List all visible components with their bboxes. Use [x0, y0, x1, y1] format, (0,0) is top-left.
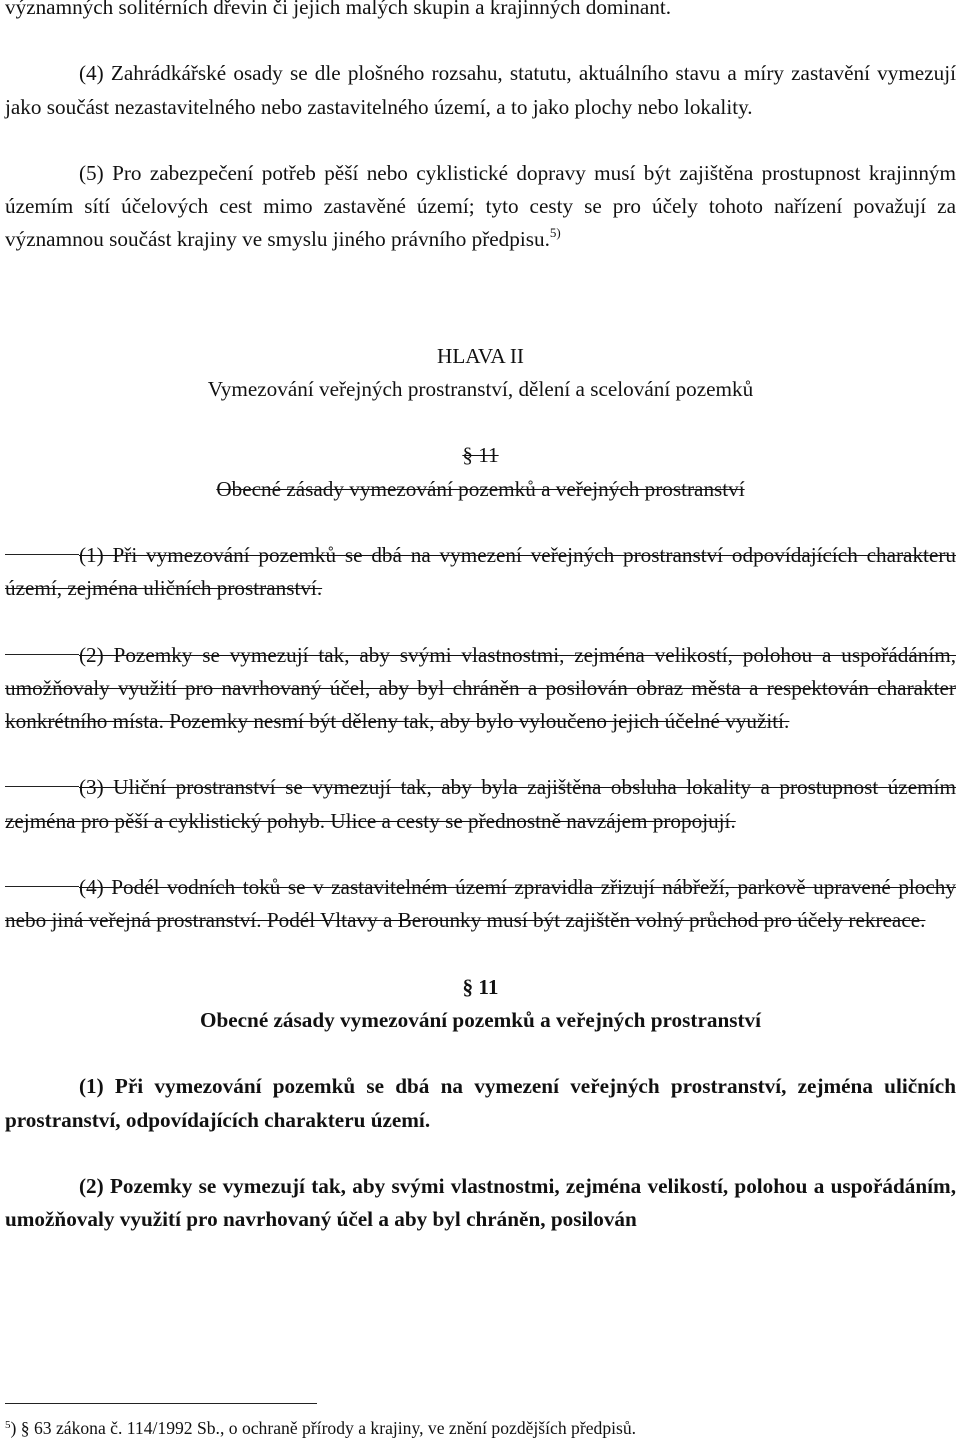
footnote-paren: ): [10, 1418, 17, 1438]
new-section-title: Obecné zásady vymezování pozemků a veřejných prostranství: [199, 1007, 762, 1032]
new-section-body: [5, 1070, 956, 1236]
new-paragraph-1: (1) Při vymezování pozemků se dbá na vymezení veřejných prostranství, zejména uličních prostranství, odpovídajících charakteru území.: [5, 1074, 956, 1132]
document-page: [5, 0, 956, 1236]
chapter-title: Vymezování veřejných prostranství, dělení a scelování pozemků: [207, 377, 754, 402]
new-paragraph-2: (2) Pozemky se vymezují tak, aby svými vlastnostmi, zejména velikostí, polohou a uspořádáním, umožňovaly využití pro navrhovaný účel a aby byl chráněn, posilován: [5, 1173, 956, 1232]
paragraph-5-text: (5) Pro zabezpečení potřeb pěší nebo cyklistické dopravy musí být zajištěna prostupnost krajinným územím sítí účelových cest mimo zastavěné území; tyto cesty se pro účely tohoto nařízení považují za významnou součást krajiny ve smyslu jiného právního předpisu.: [5, 160, 956, 252]
footnote: [5, 1416, 955, 1440]
footnote-separator: [5, 1403, 317, 1404]
deleted-paragraph-3: (3) Uliční prostranství se vymezují tak, aby byla zajištěna obsluha lokality a prostupnost územím zejména pro pěší a cyklistický pohyb. Ulice a cesty se přednostně navzájem propojují.: [5, 775, 956, 833]
deleted-paragraph-2: (2) Pozemky se vymezují tak, aby svými vlastnostmi, zejména velikostí, polohou a uspořádáním, umožňovaly využití pro navrhovaný účel, aby byl chráněn a posilován obraz města a respektován charakter konkrétního místa. Pozemky nesmí být děleny tak, aby bylo vyloučeno jejich účelné využití.: [5, 642, 956, 734]
deleted-section-number: § 11: [462, 443, 499, 468]
deleted-paragraph-1: (1) Při vymezování pozemků se dbá na vymezení veřejných prostranství odpovídajících charakteru území, zejména uličních prostranství.: [5, 542, 956, 601]
deleted-paragraph-4: (4) Podél vodních toků se v zastavitelném území zpravidla zřizují nábřeží, parkově upravené plochy nebo jiná veřejná prostranství. Podél Vltavy a Berounky musí být zajištěn volný průchod pro účely rekreace.: [5, 875, 956, 933]
footnote-text: § 63 zákona č. 114/1992 Sb., o ochraně přírody a krajiny, ve znění pozdějších předpisů.: [16, 1418, 637, 1438]
footnote-mark: 5: [5, 1419, 11, 1431]
deleted-section-title: Obecné zásady vymezování pozemků a veřejných prostranství: [216, 476, 745, 501]
footnote-ref: 5): [549, 225, 561, 241]
new-section-number: § 11: [462, 974, 499, 999]
chapter-heading: HLAVA II: [437, 343, 524, 368]
paragraph-4: (4) Zahrádkářské osady se dle plošného rozsahu, statutu, aktuálního stavu a míry zastavění vymezují jako součást nezastavitelného nebo zastavitelného území, a to jako plochy nebo lokality.: [5, 61, 956, 119]
paragraph-5: [5, 157, 956, 257]
paragraph-continuation: významných solitérních dřevin či jejich malých skupin a krajinných dominant.: [5, 0, 672, 19]
